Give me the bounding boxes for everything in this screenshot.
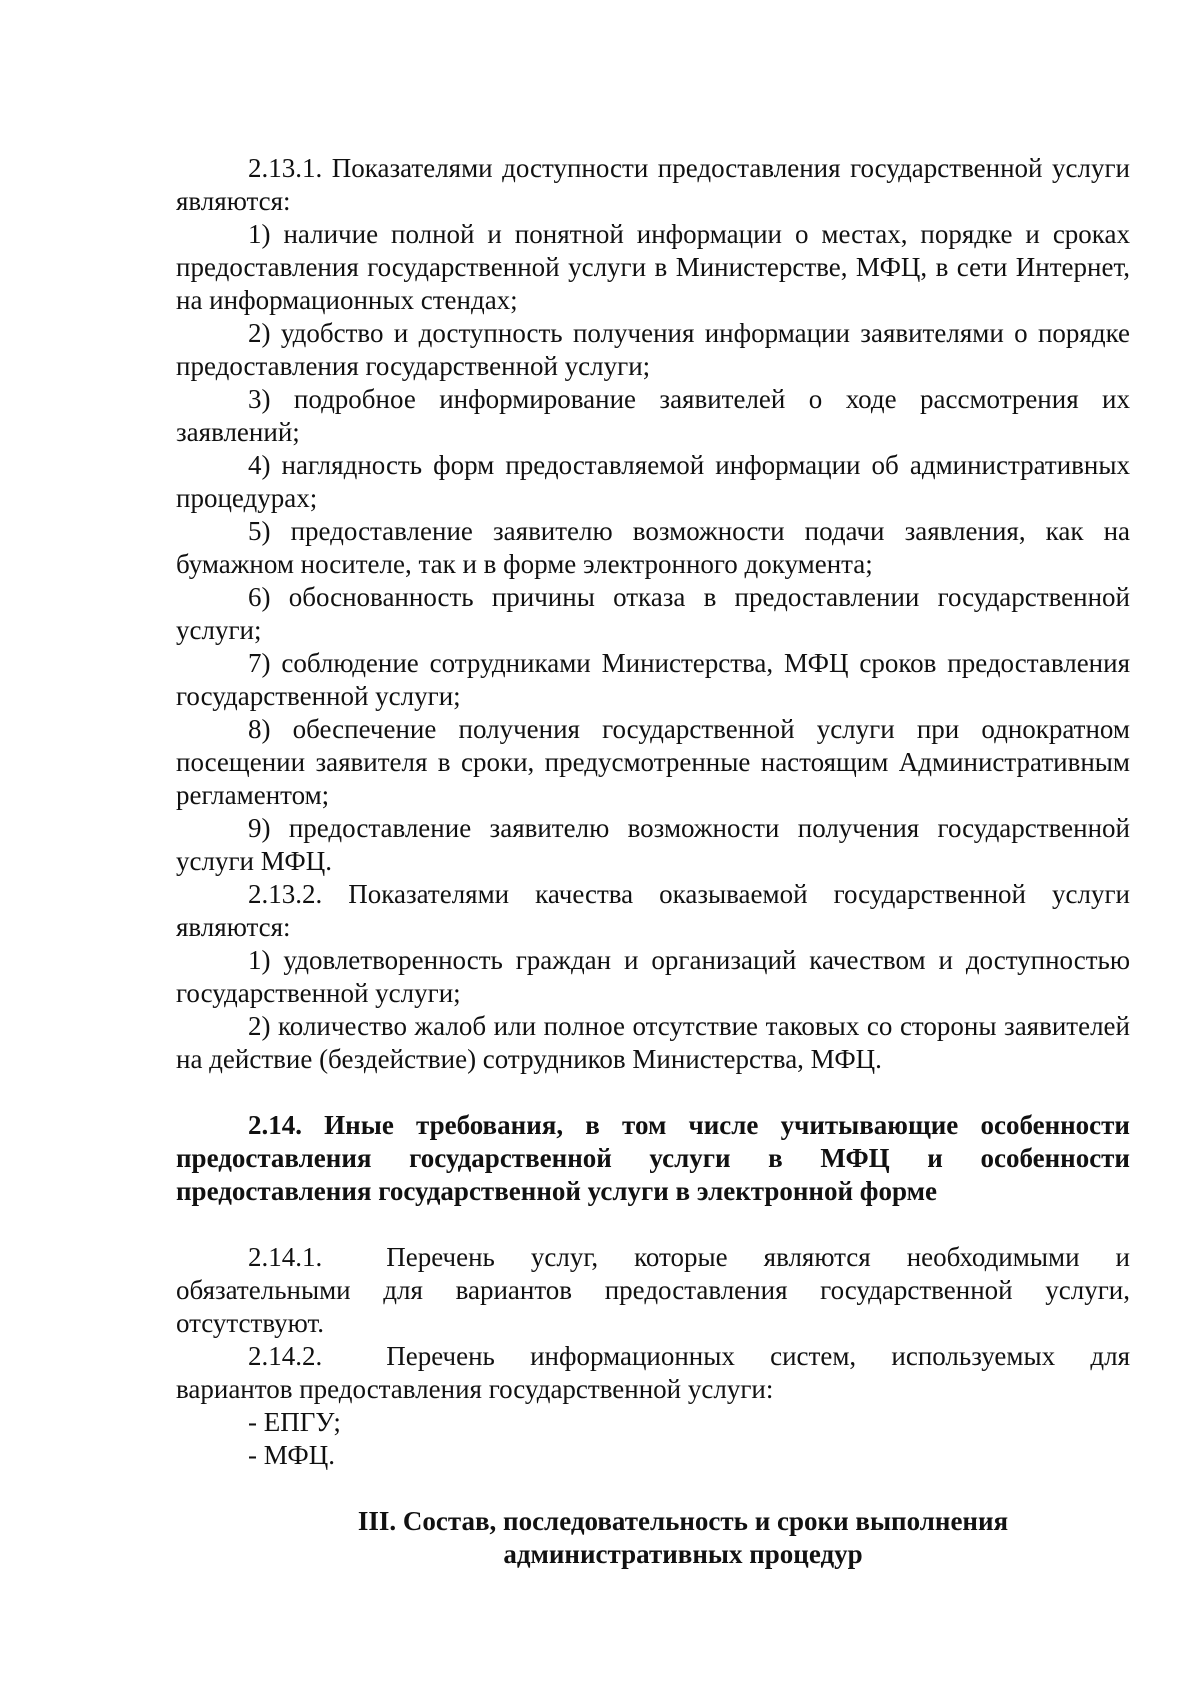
spacer	[176, 1472, 1130, 1505]
list-item: 9) предоставление заявителю возможности получения государственной услуги МФЦ.	[176, 813, 1130, 876]
list-item: - МФЦ.	[248, 1440, 335, 1470]
paragraph-number: 2.14.1.	[248, 1242, 323, 1272]
paragraph-2-13-1-intro: 2.13.1. Показателями доступности предоставления государственной услуги являются:	[176, 153, 1130, 216]
list-item: 6) обоснованность причины отказа в предоставлении государственной услуги;	[176, 582, 1130, 645]
document-page	[176, 152, 1130, 1571]
list-item: 7) соблюдение сотрудниками Министерства, МФЦ сроков предоставления государственной услуги;	[176, 648, 1130, 711]
spacer	[176, 1208, 1130, 1241]
paragraph-2-14-2	[176, 1340, 1130, 1406]
paragraph-text: Перечень информационных систем, используемых для вариантов предоставления государственной услуги:	[176, 1341, 1130, 1404]
list-item: 5) предоставление заявителю возможности подачи заявления, как на бумажном носителе, так и в форме электронного документа;	[176, 516, 1130, 579]
paragraph-2-13-2-intro: 2.13.2. Показателями качества оказываемой государственной услуги являются:	[176, 879, 1130, 942]
paragraph-2-14-1	[176, 1241, 1130, 1340]
list-item: 3) подробное информирование заявителей о ходе рассмотрения их заявлений;	[176, 384, 1130, 447]
list-item: 1) наличие полной и понятной информации о местах, порядке и сроках предоставления государственной услуги в Министерстве, МФЦ, в сети Интернет, на информационных стендах;	[176, 219, 1130, 315]
list-item: 4) наглядность форм предоставляемой информации об административных процедурах;	[176, 450, 1130, 513]
paragraph-text: Перечень услуг, которые являются необходимыми и обязательными для вариантов предоставления государственной услуги, отсутствуют.	[176, 1242, 1130, 1338]
paragraph-number: 2.14.2.	[248, 1341, 323, 1371]
section-heading-3-line2: административных процедур	[503, 1539, 863, 1569]
spacer	[176, 1076, 1130, 1109]
section-heading-2-14: 2.14. Иные требования, в том числе учитывающие особенности предоставления государственной услуги в МФЦ и особенности предоставления государственной услуги в электронной форме	[176, 1110, 1130, 1206]
list-item: 2) количество жалоб или полное отсутствие таковых со стороны заявителей на действие (бездействие) сотрудников Министерства, МФЦ.	[176, 1011, 1130, 1074]
list-item: - ЕПГУ;	[248, 1407, 341, 1437]
list-item: 2) удобство и доступность получения информации заявителями о порядке предоставления государственной услуги;	[176, 318, 1130, 381]
list-item: 1) удовлетворенность граждан и организаций качеством и доступностью государственной услуги;	[176, 945, 1130, 1008]
list-item: 8) обеспечение получения государственной услуги при однократном посещении заявителя в сроки, предусмотренные настоящим Административным регламентом;	[176, 714, 1130, 810]
section-heading-3-line1: III. Состав, последовательность и сроки выполнения	[357, 1506, 1009, 1536]
